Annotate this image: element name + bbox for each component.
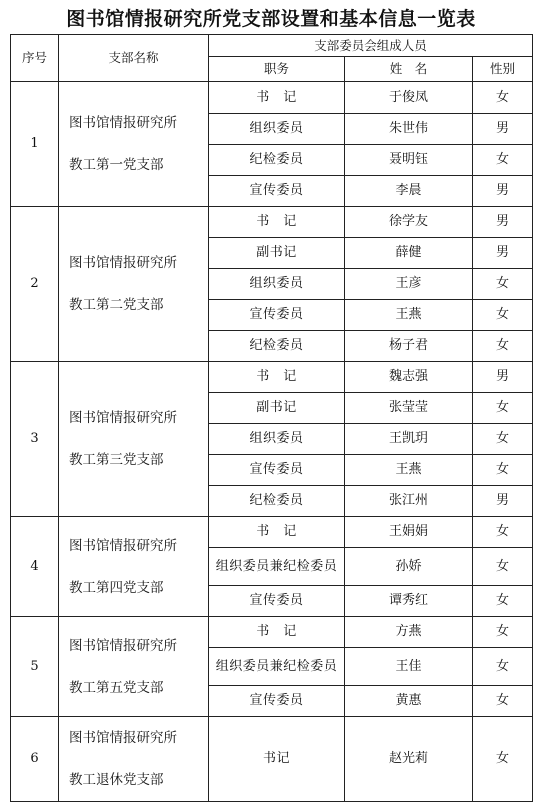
member-role: 书 记: [209, 207, 345, 238]
member-gender: 男: [473, 176, 533, 207]
member-gender: 女: [473, 717, 533, 802]
branch-name-line2: 教工第一党支部: [69, 157, 164, 173]
member-name: 李晨: [345, 176, 473, 207]
member-gender: 女: [473, 424, 533, 455]
member-gender: 女: [473, 548, 533, 586]
member-name: 杨子君: [345, 331, 473, 362]
member-gender: 男: [473, 362, 533, 393]
member-role: 组织委员兼纪检委员: [209, 648, 345, 686]
header-committee: 支部委员会组成人员: [209, 35, 533, 57]
member-name: 张江州: [345, 486, 473, 517]
table-body: [11, 82, 533, 802]
table-row: [11, 517, 533, 548]
branch-name: [59, 517, 209, 617]
member-name: 聂明钰: [345, 145, 473, 176]
member-gender: 男: [473, 238, 533, 269]
member-name: 张莹莹: [345, 393, 473, 424]
branch-index: 3: [11, 362, 59, 517]
member-gender: 男: [473, 114, 533, 145]
member-name: 孙娇: [345, 548, 473, 586]
branch-name: [59, 717, 209, 802]
member-role: 宣传委员: [209, 176, 345, 207]
member-name: 黄惠: [345, 686, 473, 717]
branch-index: 5: [11, 617, 59, 717]
member-gender: 女: [473, 145, 533, 176]
branch-name-line1: 图书馆情报研究所: [69, 115, 177, 131]
member-role: 组织委员: [209, 114, 345, 145]
member-role: 组织委员: [209, 269, 345, 300]
branch-name-line2: 教工第四党支部: [69, 579, 164, 596]
member-role: 纪检委员: [209, 331, 345, 362]
member-role: 书 记: [209, 517, 345, 548]
member-gender: 女: [473, 269, 533, 300]
member-gender: 女: [473, 393, 533, 424]
header-branch: 支部名称: [59, 35, 209, 82]
branch-name: [59, 362, 209, 517]
member-gender: 男: [473, 486, 533, 517]
branch-name-line2: 教工退休党支部: [69, 772, 164, 788]
member-name: 王彦: [345, 269, 473, 300]
branch-name: [59, 617, 209, 717]
branch-index: 1: [11, 82, 59, 207]
branch-index: 6: [11, 717, 59, 802]
branch-index: 4: [11, 517, 59, 617]
member-gender: 女: [473, 686, 533, 717]
member-role: 副书记: [209, 393, 345, 424]
header-gender: 性别: [473, 57, 533, 82]
member-name: 谭秀红: [345, 586, 473, 617]
member-name: 王娟娟: [345, 517, 473, 548]
member-gender: 女: [473, 455, 533, 486]
member-role: 组织委员兼纪检委员: [209, 548, 345, 586]
member-name: 王佳: [345, 648, 473, 686]
member-gender: 女: [473, 517, 533, 548]
member-role: 书 记: [209, 82, 345, 114]
member-gender: 女: [473, 331, 533, 362]
page-title: 图书馆情报研究所党支部设置和基本信息一览表: [66, 8, 476, 30]
member-role: 宣传委员: [209, 686, 345, 717]
member-gender: 女: [473, 586, 533, 617]
branch-name-line1: 图书馆情报研究所: [69, 410, 177, 426]
member-name: 薛健: [345, 238, 473, 269]
member-role: 纪检委员: [209, 486, 345, 517]
header-index: 序号: [11, 35, 59, 82]
member-name: 徐学友: [345, 207, 473, 238]
branch-name-line1: 图书馆情报研究所: [69, 730, 177, 746]
member-gender: 女: [473, 82, 533, 114]
member-role: 书记: [209, 717, 345, 802]
member-name: 魏志强: [345, 362, 473, 393]
table-row: [11, 207, 533, 238]
member-name: 朱世伟: [345, 114, 473, 145]
branch-name-line2: 教工第五党支部: [69, 679, 164, 696]
table-row: [11, 82, 533, 114]
member-gender: 女: [473, 617, 533, 648]
member-name: 赵光莉: [345, 717, 473, 802]
member-role: 纪检委员: [209, 145, 345, 176]
member-role: 宣传委员: [209, 586, 345, 617]
branch-name: [59, 207, 209, 362]
branch-name: [59, 82, 209, 207]
member-gender: 男: [473, 207, 533, 238]
member-role: 宣传委员: [209, 455, 345, 486]
branch-name-line2: 教工第二党支部: [69, 297, 164, 313]
member-name: 于俊凤: [345, 82, 473, 114]
header-role: 职务: [209, 57, 345, 82]
table-row: [11, 362, 533, 393]
member-role: 组织委员: [209, 424, 345, 455]
table-row: [11, 617, 533, 648]
branch-name-line1: 图书馆情报研究所: [69, 255, 177, 271]
member-role: 书 记: [209, 362, 345, 393]
member-name: 王凯玥: [345, 424, 473, 455]
branch-name-line2: 教工第三党支部: [69, 452, 164, 468]
header-name: 姓 名: [345, 57, 473, 82]
member-gender: 女: [473, 648, 533, 686]
branch-info-table: [10, 34, 533, 802]
branch-name-line1: 图书馆情报研究所: [69, 637, 177, 654]
table-row: [11, 717, 533, 802]
member-role: 书 记: [209, 617, 345, 648]
branch-name-line1: 图书馆情报研究所: [69, 537, 177, 554]
member-role: 宣传委员: [209, 300, 345, 331]
member-name: 王燕: [345, 300, 473, 331]
member-name: 王燕: [345, 455, 473, 486]
member-gender: 女: [473, 300, 533, 331]
branch-index: 2: [11, 207, 59, 362]
member-name: 方燕: [345, 617, 473, 648]
member-role: 副书记: [209, 238, 345, 269]
